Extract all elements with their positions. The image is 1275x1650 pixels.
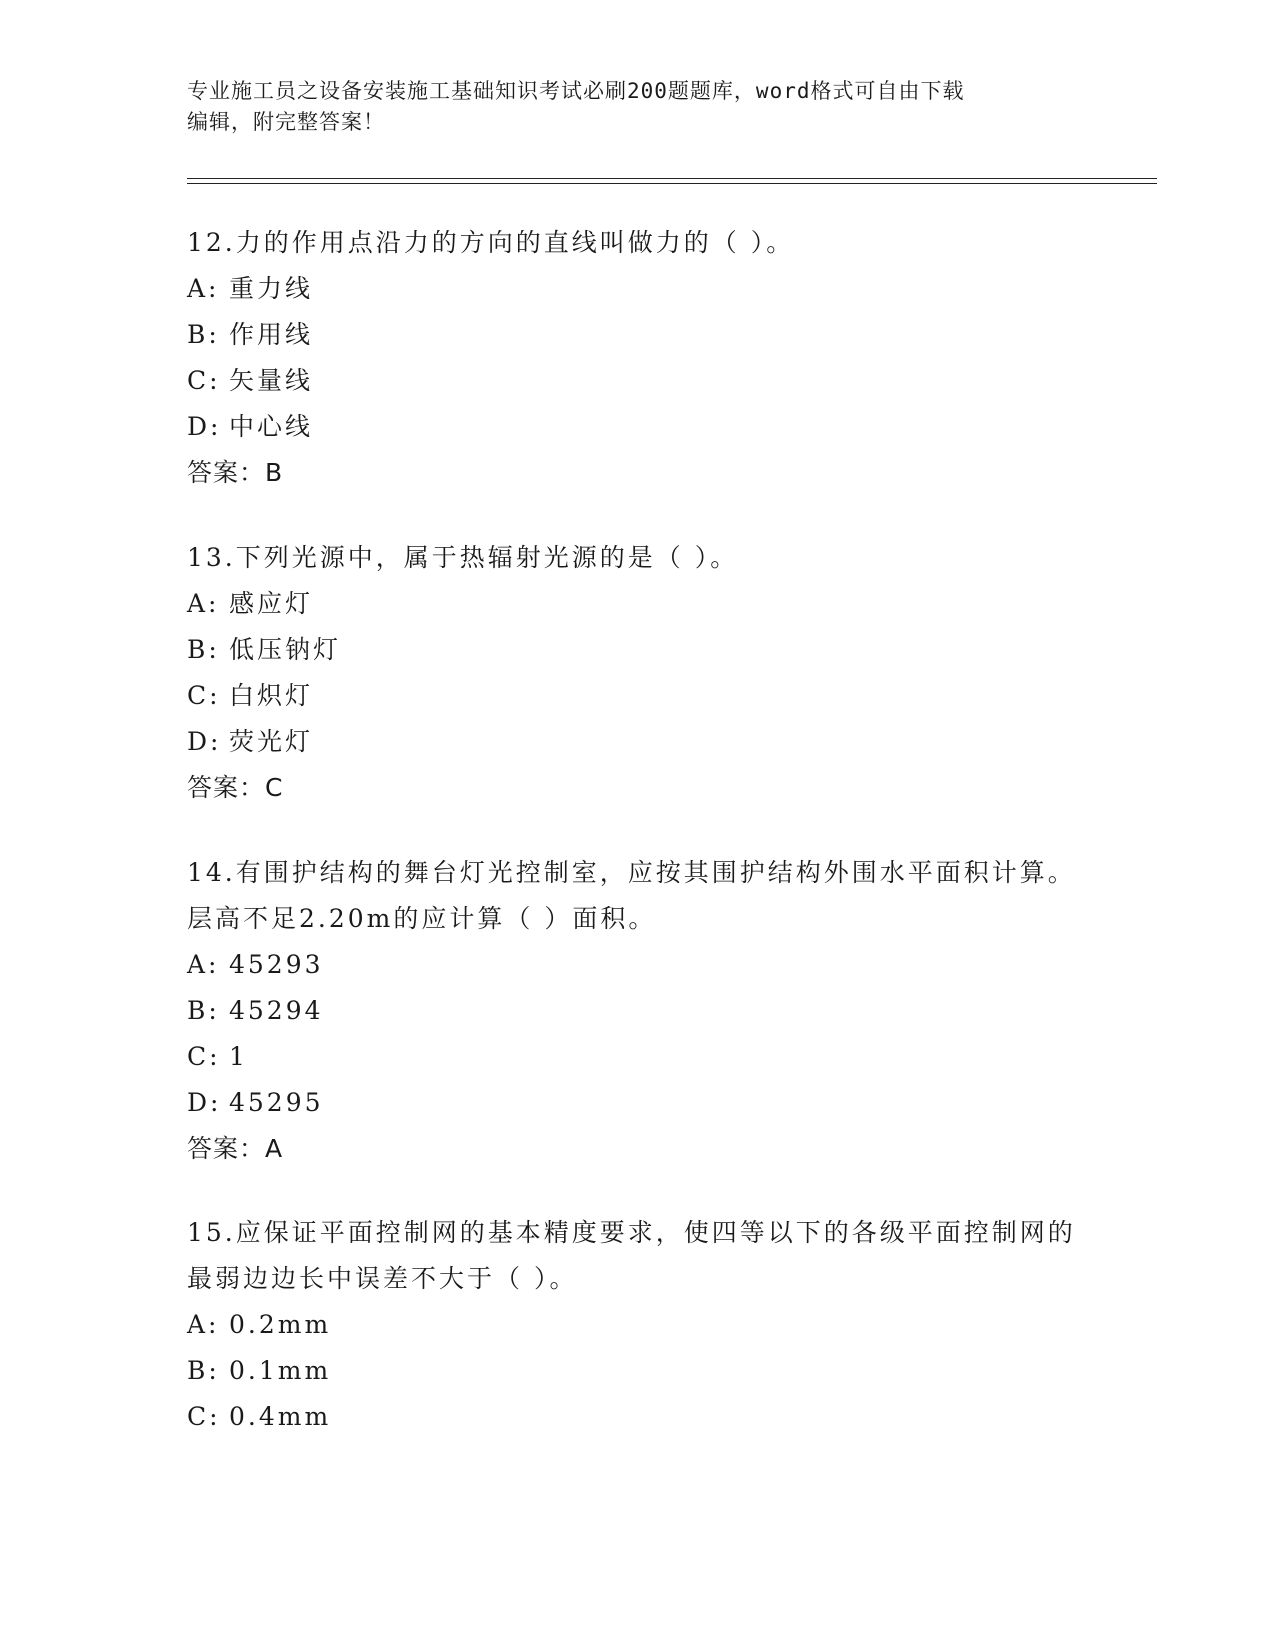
option-text: 作用线 xyxy=(229,320,314,349)
option-d xyxy=(187,1080,1087,1126)
option-c xyxy=(187,1034,1087,1080)
option-text: 白炽灯 xyxy=(229,681,314,710)
header-divider-bottom xyxy=(187,183,1157,184)
option-text: 0.4mm xyxy=(229,1402,332,1431)
option-a xyxy=(187,266,1087,312)
option-letter: D: xyxy=(187,1088,222,1117)
option-letter: C: xyxy=(187,1042,221,1071)
option-letter: B: xyxy=(187,1356,220,1385)
option-a xyxy=(187,1302,1087,1348)
option-b xyxy=(187,1348,1087,1394)
answer-line: 答案：A xyxy=(187,1134,284,1163)
answer-line: 答案：C xyxy=(187,773,284,802)
question-stem: 12.力的作用点沿力的方向的直线叫做力的（ ）。 xyxy=(187,228,795,257)
option-c xyxy=(187,358,1087,404)
option-b xyxy=(187,627,1087,673)
option-d xyxy=(187,404,1087,450)
option-text: 45293 xyxy=(229,950,324,979)
option-text: 中心线 xyxy=(229,412,314,441)
answer-line: 答案：B xyxy=(187,458,284,487)
document-header xyxy=(187,76,1067,138)
option-text: 0.2mm xyxy=(229,1310,332,1339)
option-letter: C: xyxy=(187,681,221,710)
option-text: 感应灯 xyxy=(229,589,314,618)
question-stem: 13.下列光源中，属于热辐射光源的是（ ）。 xyxy=(187,543,739,572)
option-text: 低压钠灯 xyxy=(229,635,342,664)
option-text: 45295 xyxy=(229,1088,324,1117)
option-text: 矢量线 xyxy=(229,366,314,395)
header-line-1: 专业施工员之设备安装施工基础知识考试必刷200题题库，word格式可自由下载 xyxy=(187,79,965,103)
option-letter: A: xyxy=(187,589,220,618)
option-a xyxy=(187,942,1087,988)
header-divider-top xyxy=(187,178,1157,179)
option-text: 0.1mm xyxy=(229,1356,332,1385)
option-text: 1 xyxy=(229,1042,248,1071)
option-letter: B: xyxy=(187,320,220,349)
option-a xyxy=(187,581,1087,627)
question-14 xyxy=(187,850,1087,1172)
option-text: 荧光灯 xyxy=(229,727,314,756)
option-text: 重力线 xyxy=(229,274,314,303)
option-letter: D: xyxy=(187,412,222,441)
option-letter: C: xyxy=(187,1402,221,1431)
question-stem: 14.有围护结构的舞台灯光控制室，应按其围护结构外围水平面积计算。层高不足2.20m的应计算（ ）面积。 xyxy=(187,858,1076,933)
option-letter: A: xyxy=(187,274,220,303)
question-12 xyxy=(187,220,1087,496)
option-c xyxy=(187,1394,1087,1440)
option-c xyxy=(187,673,1087,719)
option-d xyxy=(187,719,1087,765)
question-stem: 15.应保证平面控制网的基本精度要求，使四等以下的各级平面控制网的最弱边边长中误差不大于（ ）。 xyxy=(187,1218,1076,1293)
question-15 xyxy=(187,1210,1087,1440)
option-letter: D: xyxy=(187,727,222,756)
option-letter: A: xyxy=(187,950,220,979)
question-13 xyxy=(187,535,1087,811)
option-b xyxy=(187,988,1087,1034)
option-letter: A: xyxy=(187,1310,220,1339)
option-letter: C: xyxy=(187,366,221,395)
option-letter: B: xyxy=(187,635,220,664)
option-b xyxy=(187,312,1087,358)
option-text: 45294 xyxy=(229,996,324,1025)
option-letter: B: xyxy=(187,996,220,1025)
header-line-2: 编辑，附完整答案！ xyxy=(187,110,385,134)
